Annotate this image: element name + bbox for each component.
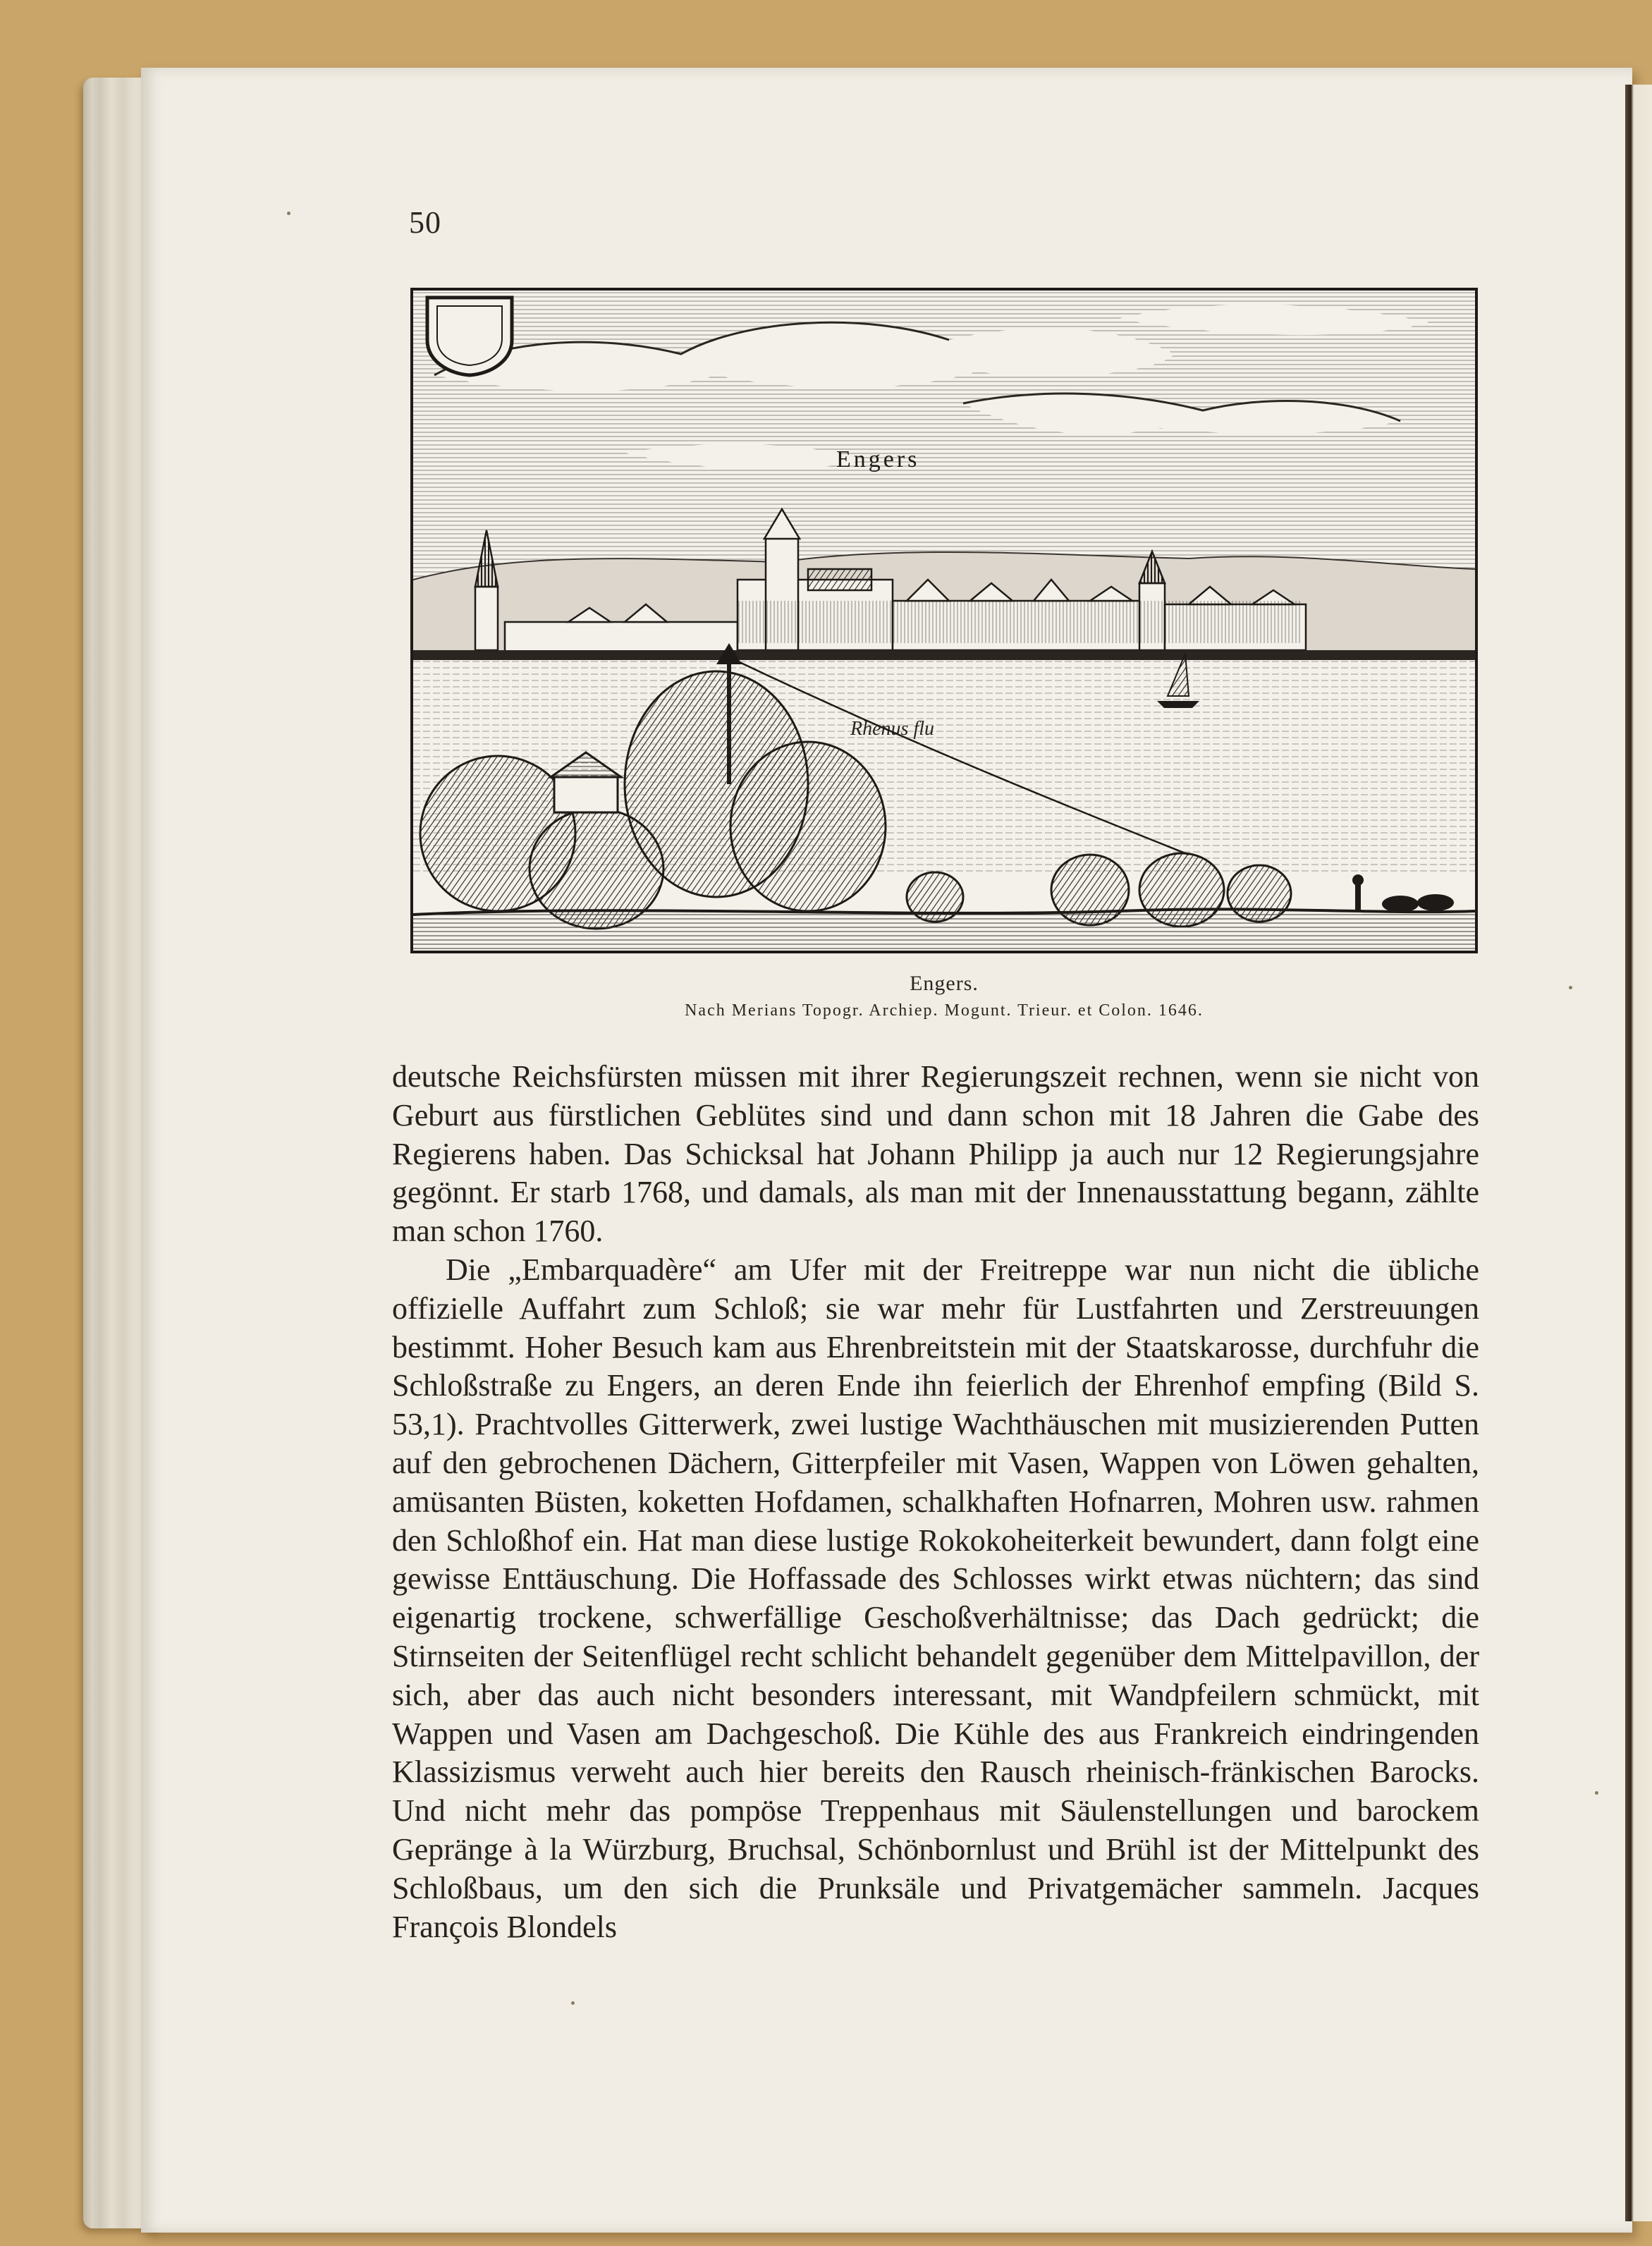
page-number: 50 (409, 205, 441, 240)
paper-speck (287, 212, 290, 215)
facing-page-edge (1625, 85, 1652, 2221)
paper-speck (571, 2001, 575, 2005)
engers-engraving-illustration (413, 291, 1475, 951)
caption-source: Nach Merians Topogr. Archiep. Mogunt. Trieur. et Colon. 1646. (685, 1001, 1204, 1020)
body-text (392, 1058, 1479, 1946)
figure-caption (410, 972, 1478, 1020)
paper-speck (1569, 986, 1572, 989)
engraving-town-label: Engers (836, 446, 920, 472)
paragraph-2: Die „Embarquadère“ am Ufer mit der Freitreppe war nun nicht die übliche offizielle Auffahrt zum Schloß; sie war mehr für Lustfahrten und Zerstreuungen bestimmt. Hoher Besuch kam aus Ehrenbreitstein mit der Staatskarosse, durchfuhr die Schloßstraße zu Engers, an deren Ende ihn feierlich der Ehrenhof empfing (Bild S. 53,1). Prachtvolles Gitterwerk, zwei lustige Wachthäuschen mit musizierenden Putten auf den gebrochenen Dächern, Gitterpfeiler mit Vasen, Wappen von Löwen gehalten, amüsanten Büsten, koketten Hofdamen, schalkhaften Hofnarren, Mohren usw. rahmen den Schloßhof ein. Hat man diese lustige Rokokoheiterkeit bewundert, dann folgt eine gewisse Enttäuschung. Die Hoffassade des Schlosses wirkt etwas nüchtern; das sind eigenartig trockene, schwerfällige Geschoßverhältnisse; das Dach gedrückt; die Stirnseiten der Seitenflügel recht schlicht behandelt gegenüber dem Mittelpavillon, der sich, aber das auch nicht besonders interessant, mit Wandpfeilern schmückt, mit Wappen und Vasen am Dachgeschoß. Die Kühle des aus Frankreich eindringenden Klassizismus verweht auch hier bereits den Rausch rheinisch-fränkischen Barocks. Und nicht mehr das pompöse Treppenhaus mit Säulenstellungen und barockem Gepränge à la Würzburg, Bruchsal, Schönbornlust und Brühl ist der Mittelpunkt des Schloßbaus, um den sich die Prunksäle und Privatgemächer sammeln. Jacques François Blondels (392, 1252, 1479, 1944)
paper-speck (1595, 1791, 1598, 1795)
river-label: Rhenus flu (850, 718, 934, 740)
caption-title: Engers. (910, 972, 979, 995)
engraving-figure (410, 288, 1478, 953)
paragraph-1: deutsche Reichsfürsten müssen mit ihrer Regierungszeit rechnen, wenn sie nicht von Geburt aus fürstlichen Geblütes sind und dann schon mit 18 Jahren die Gabe des Regierens haben. Das Schicksal hat Johann Philipp ja auch nur 12 Regierungsjahre gegönnt. Er starb 1768, und damals, als man mit der Innenausstattung begann, zählte man schon 1760. (392, 1059, 1479, 1249)
